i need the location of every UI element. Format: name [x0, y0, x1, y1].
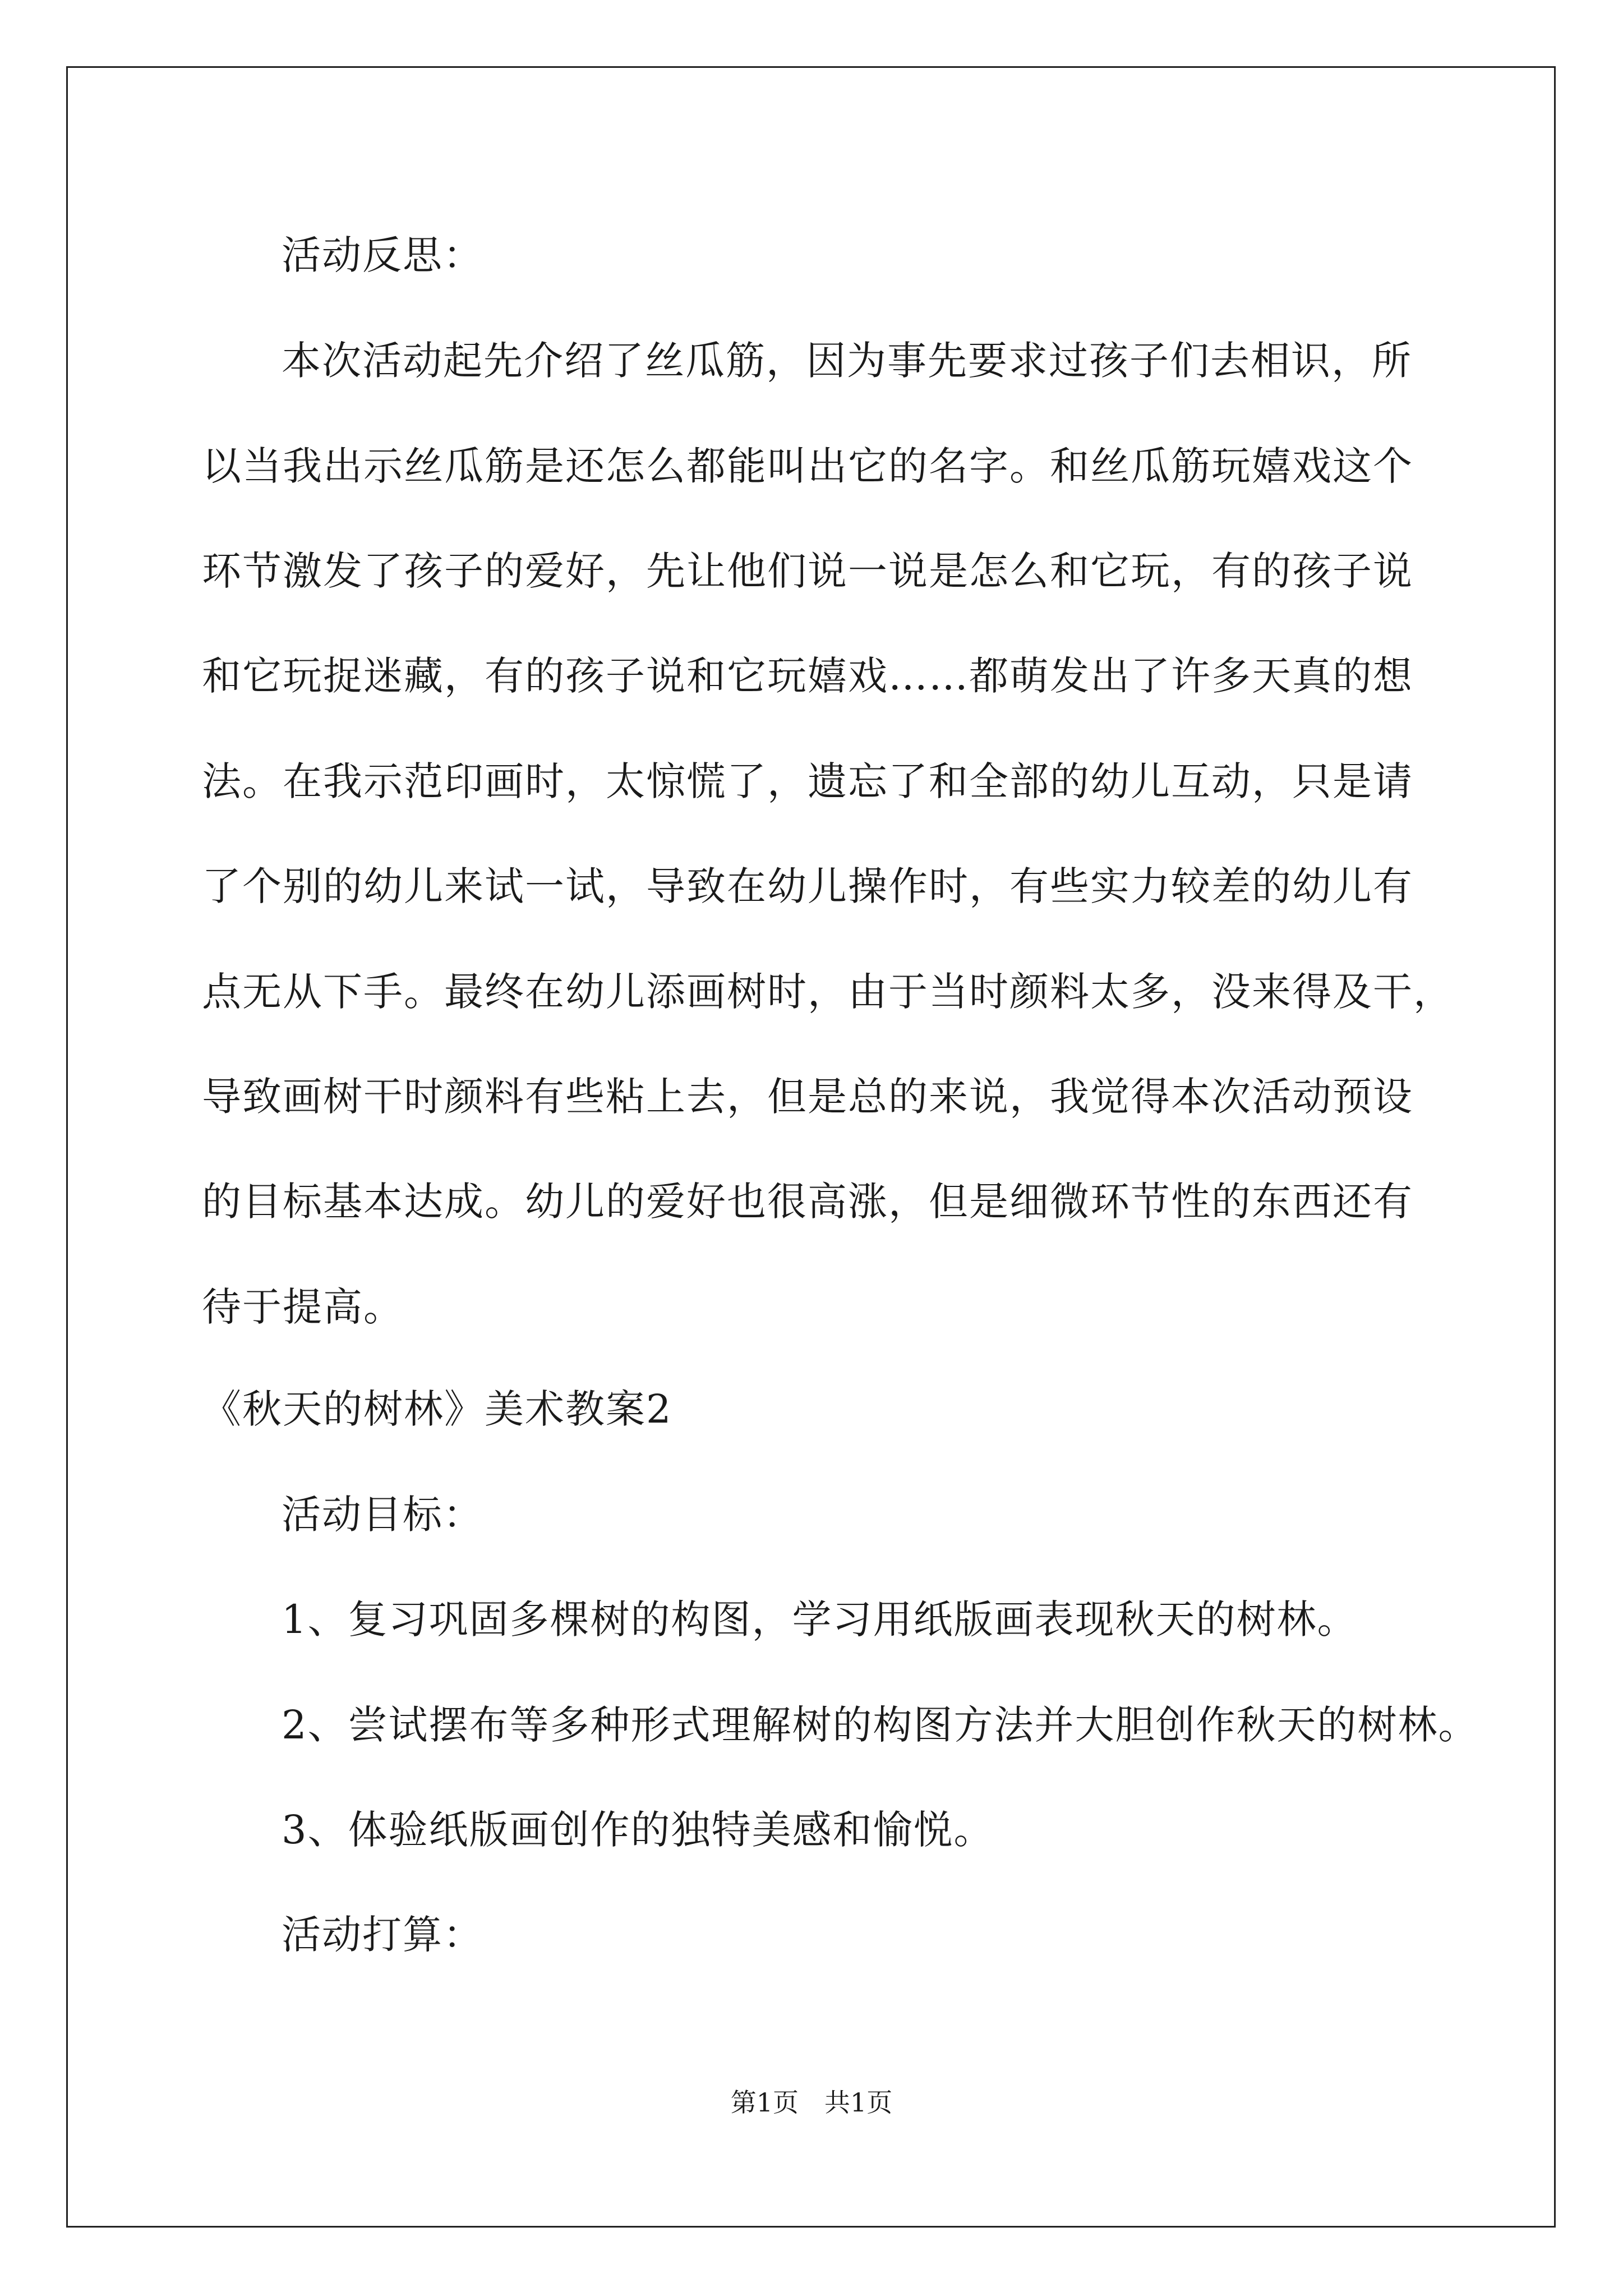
goal-item-3: 3、体验纸版画创作的独特美感和愉悦。	[282, 1807, 994, 1853]
section-heading-plan: 活动打算：	[282, 1912, 483, 1958]
section-heading-reflection: 活动反思：	[282, 232, 483, 278]
goal-item-1: 1、复习巩固多棵树的构图，学习用纸版画表现秋天的树林。	[282, 1596, 1358, 1642]
paragraph-line: 待于提高。	[202, 1284, 404, 1330]
paragraph-line: 法。在我示范印画时，太惊慌了，遗忘了和全部的幼儿互动，只是请	[202, 758, 1413, 804]
goal-item-2: 2、尝试摆布等多种形式理解树的构图方法并大胆创作秋天的树林。	[282, 1702, 1479, 1748]
paragraph-line: 环节激发了孩子的爱好，先让他们说一说是怎么和它玩，有的孩子说	[202, 548, 1413, 594]
paragraph-line: 和它玩捉迷藏，有的孩子说和它玩嬉戏……都萌发出了许多天真的想	[202, 653, 1413, 699]
page-border	[66, 66, 1556, 2228]
document-title: 《秋天的树林》美术教案2	[202, 1386, 672, 1432]
paragraph-line: 点无从下手。最终在幼儿添画树时，由于当时颜料太多，没来得及干，	[202, 969, 1454, 1015]
paragraph-line: 本次活动起先介绍了丝瓜筋，因为事先要求过孩子们去相识，所	[282, 338, 1412, 384]
paragraph-line: 导致画树干时颜料有些粘上去，但是总的来说，我觉得本次活动预设	[202, 1074, 1413, 1120]
section-heading-goals: 活动目标：	[282, 1492, 483, 1538]
paragraph-line: 以当我出示丝瓜筋是还怎么都能叫出它的名字。和丝瓜筋玩嬉戏这个	[202, 443, 1413, 489]
page-number-footer: 第1页 共1页	[730, 2087, 893, 2118]
paragraph-line: 的目标基本达成。幼儿的爱好也很高涨，但是细微环节性的东西还有	[202, 1179, 1413, 1225]
paragraph-line: 了个别的幼儿来试一试，导致在幼儿操作时，有些实力较差的幼儿有	[202, 863, 1413, 909]
